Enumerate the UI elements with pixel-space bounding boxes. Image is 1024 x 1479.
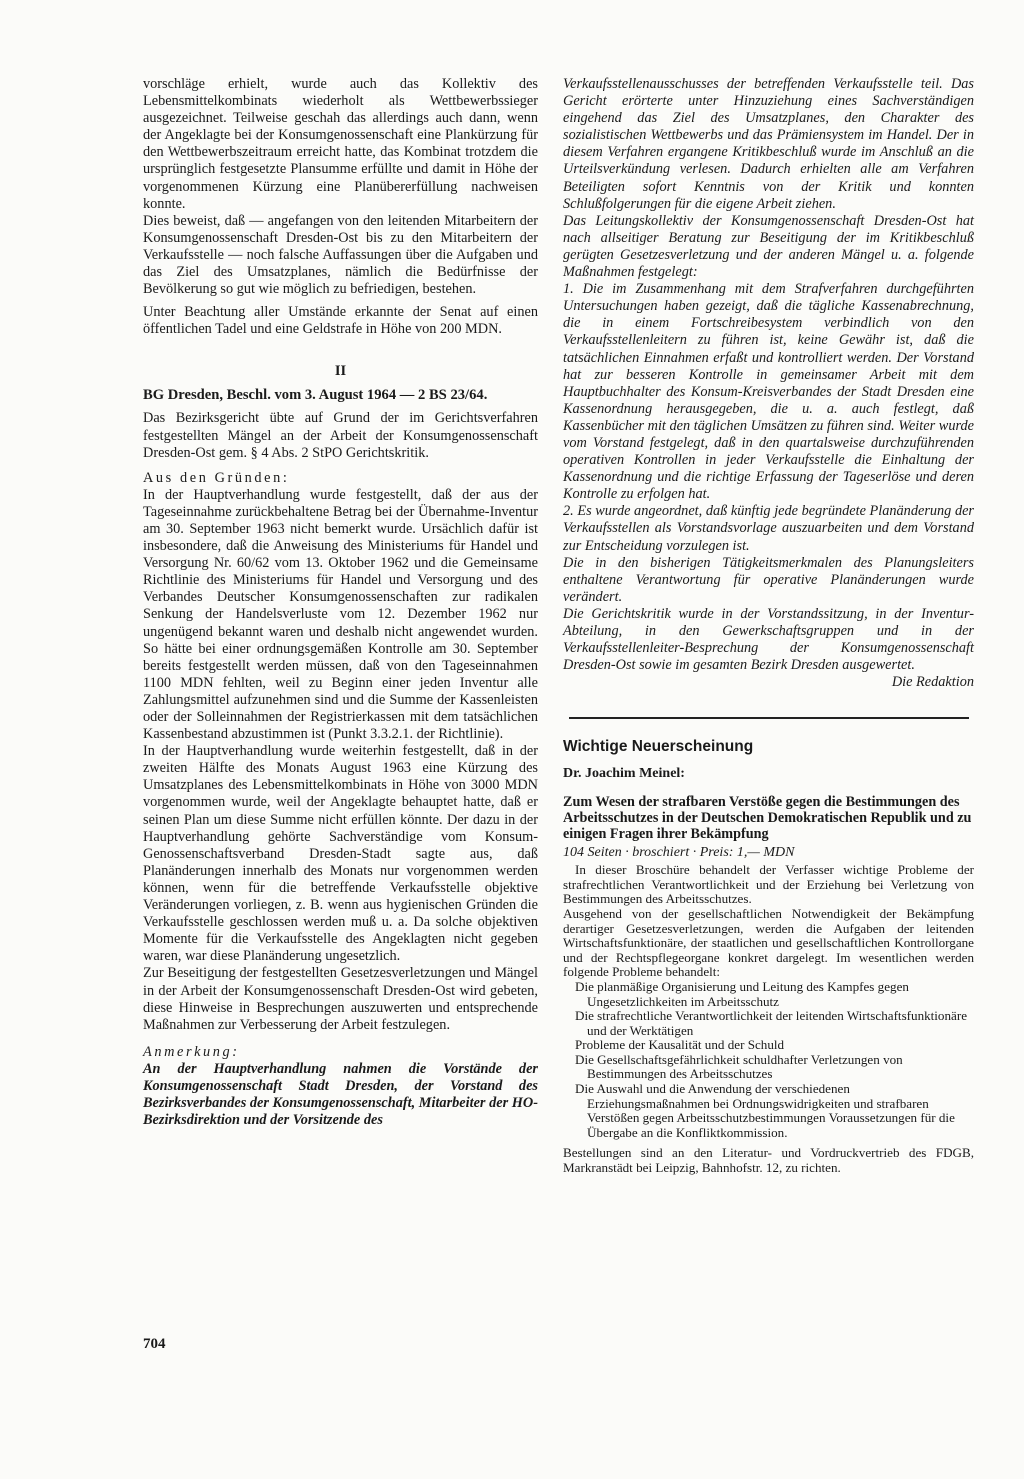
book-author: Dr. Joachim Meinel: <box>563 766 685 782</box>
divider <box>569 717 969 719</box>
section-number: II <box>334 363 347 380</box>
note-paragraph: Das Leitungskollektiv der Konsumgenossenschaft Dresden-Ost hat nach allseitiger Beratung zur Beseitigung der im Kritikbeschluß gerügten Gesetzesverletzung und der anderen Mängel u. a. folgende Maßnahmen festgelegt: <box>563 212 974 281</box>
rubric-heading: Wichtige Neuerscheinung <box>563 738 754 756</box>
note-paragraph: 1. Die im Zusammenhang mit dem Strafverfahren durchgeführten Untersuchungen haben gezeigt, daß die tägliche Kassenabrechnung, die in einem Fortschreibesystem verbindlich von den Verkaufsstellenleitern zu führen ist, keine Gewähr ist, daß die tatsächlichen Einnahmen erfaßt und kontrolliert werden. Der Vorstand hat zur besseren Kontrolle in gemeinsamer Arbeit mit dem Hauptbuchhalter des Konsum-Kreisverbandes der Stadt Dresden eine Kassenordnung herausgegeben, die u. a. auch festlegt, daß Kassenbücher mit den täglichen Umsätzen zu führen sind. Weiter wurde vom Vorstand festgelegt, daß in den quartalsweise durchzuführenden operativen Kontrollen in jeder Verkaufsstelle die Einhaltung der Kassenordnung und die richtige Erfassung der Tageserlöse und deren Kontrolle zu erfolgen hat. <box>563 281 974 503</box>
book-meta: 104 Seiten · broschiert · Preis: 1,— MDN <box>563 845 795 861</box>
note-label: Anmerkung: <box>143 1043 240 1060</box>
list-item: Probleme der Kausalität und der Schuld <box>575 1037 785 1053</box>
note-text: An der Hauptverhandlung nahmen die Vorstände der Konsumgenossenschaft Stadt Dresden, der Vorstand des Bezirksverbandes der Konsumgenossenschaft, Mitarbeiter der HO-Bezirksdirektion und der Vorsitzende des <box>143 1060 538 1129</box>
case-summary: Das Bezirksgericht übte auf Grund der im Gerichtsverfahren festgestellten Mängel an der Arbeit der Konsumgenossenschaft Dresden-Ost gem. § 4 Abs. 2 StPO Gerichtskritik. <box>143 410 538 461</box>
left-column <box>143 76 538 1129</box>
paragraph: Zur Beseitigung der festgestellten Gesetzesverletzungen und Mängel in der Arbeit der Konsumgenossenschaft Dresden-Ost wird gebeten, diese Hinweise in Besprechungen auszuwerten und entsprechende Maßnahmen zur Verbesserung der Arbeit festzulegen. <box>143 965 538 1033</box>
paragraph: In der Hauptverhandlung wurde weiterhin festgestellt, daß in der zweiten Hälfte des Monats August 1963 eine Kürzung des Umsatzplanes des Lebensmittelkombinats in Höhe von 3000 MDN vorgenommen wurde, weil der Angeklagte behauptet hatte, daß er seinen Plan um diese Summe nicht erfüllen könnte. Der dazu in der Hauptverhandlung gehörte Sachverständige vom Konsum-Genossenschaftsverband Dresden-Stadt sagte aus, daß Planänderungen innerhalb des Monats nur vorgenommen werden können, wenn für die betreffende Verkaufsstelle objektive Veränderungen vorliegen, z. B. wenn aus hygienischen Gründen die Verkaufsstelle geschlossen werden muß u. a. Da solche objektiven Momente für die Verkaufsstelle des Angeklagten nicht gegeben waren, war diese Planänderung ungesetzlich. <box>143 743 538 965</box>
paragraph: vorschläge erhielt, wurde auch das Kollektiv des Lebensmittelkombinats wiederholt als Wettbewerbssieger ausgezeichnet. Teilweise geschah das allerdings auch dann, wenn der Angeklagte bei der Konsumgenossenschaft eine Plankürzung für den Wettbewerbszeitraum erreicht hatte, das Kombinat trotzdem die ursprünglich festgesetzte Plansumme erfüllte und damit in Höhe der vorgenommenen Kürzung eine Planübererfüllung nachweisen konnte. <box>143 76 538 212</box>
paragraph: Unter Beachtung aller Umstände erkannte der Senat auf einen öffentlichen Tadel und eine Geldstrafe in Höhe von 200 MDN. <box>143 304 538 338</box>
note-paragraph: Die Gerichtskritik wurde in der Vorstandssitzung, in der Inventur-Abteilung, in den Gewerkschaftsgruppen und in der Verkaufsstellenleiter-Besprechung der Konsumgenossenschaft Dresden-Ost sowie im gesamten Bezirk Dresden ausgewertet. <box>563 605 974 674</box>
note-paragraph: Verkaufsstellenausschusses der betreffenden Verkaufsstelle teil. Das Gericht erörterte unter Hinzuziehung eines Sachverständigen eingehend das Ziel des Umsatzplanes, den Charakter des sozialistischen Wettbewerbs und das Prämiensystem im Handel. Der in diesem Verfahren ergangene Kritikbeschluß wurde im Anschluß an die Urteilsverkündung verlesen. Dadurch erhielten alle am Verfahren Beteiligten sofort Kenntnis von der Kritik und konnten Schlußfolgerungen für die eigene Arbeit ziehen. <box>563 76 974 212</box>
list-item: Die strafrechtliche Verantwortlichkeit der leitenden Wirtschaftsfunktionäre und der Werktätigen <box>575 1008 968 1038</box>
note-paragraph: Die in den bisherigen Tätigkeitsmerkmalen des Planungsleiters enthaltene Verantwortung für operative Planänderungen wurde verändert. <box>563 554 974 605</box>
editorial-sign: Die Redaktion <box>891 674 974 691</box>
list-item: Die Gesellschaftsgefährlichkeit schuldhafter Verletzungen von Bestimmungen des Arbeitsschutzes <box>575 1051 903 1082</box>
book-intro: In dieser Broschüre behandelt der Verfasser wichtige Probleme der strafrechtlichen Verantwortlichkeit und der Erziehung bei Verletzung von Bestimmungen des Arbeitsschutzes. <box>563 862 974 907</box>
page-number: 704 <box>143 1336 166 1352</box>
right-column <box>563 76 974 1176</box>
list-item: Die Auswahl und die Anwendung der verschiedenen Erziehungsmaßnahmen bei Ordnungswidrigkeiten und strafbaren Verstößen gegen Arbeitsschutzbestimmungen Voraussetzungen für die Übergabe an die Konfliktkommission. <box>575 1081 955 1140</box>
paragraph: Dies beweist, daß — angefangen von den leitenden Mitarbeitern der Konsumgenossenschaft Dresden-Ost bis zu den Mitarbeitern der Verkaufsstelle — noch falsche Auffassungen über die Aufgaben und das Ziel des Umsatzplanes, nämlich die Bedürfnisse der Bevölkerung so gut wie möglich zu befriedigen, bestehen. <box>143 212 538 298</box>
book-description <box>563 863 974 1175</box>
paragraph: In der Hauptverhandlung wurde festgestellt, daß der aus der Tageseinnahme zurückbehaltene Betrag bei der Übernahme-Inventur am 30. September 1963 nicht bemerkt wurde. Ursächlich dafür ist insbesondere, daß die Anweisung des Ministeriums für Handel und Versorgung Nr. 60/62 vom 13. Oktober 1962 und die Gemeinsame Richtlinie des Ministeriums für Handel und Versorgung und des Verbandes Deutscher Konsumgenossenschaften zur radikalen Senkung der Handelsverluste vom 12. Dezember 1962 nur ungenügend bekannt waren und deshalb nicht angewendet wurden. So hätte bei einer ordnungsgemäßen Kontrolle am 30. September bereits festgestellt werden müssen, daß von den Tageseinnahmen 1100 MDN fehlten, weil zu Beginn einer jeden Inventur alle Zahlungsmittel aufzunehmen sind und die Summe der Kassenleisten oder der Solleinnahmen der Registrierkassen mit dem tatsächlichen Kassenbestand abzustimmen ist (Punkt 3.3.2.1. der Richtlinie). <box>143 486 538 743</box>
list-item: Die planmäßige Organisierung und Leitung des Kampfes gegen Ungesetzlichkeiten im Arbeitsschutz <box>575 978 909 1009</box>
note-paragraph: 2. Es wurde angeordnet, daß künftig jede begründete Planänderung der Verkaufsstellen als Vorstandsvorlage auszuarbeiten und dem Vorstand zur Entscheidung vorzulegen ist. <box>563 503 974 554</box>
book-body: Ausgehend von der gesellschaftlichen Notwendigkeit der Bekämpfung derartiger Gesetzesverletzungen, werden die Aufgaben der leitenden Wirtschaftsfunktionäre, der staatlichen und gesellschaftlichen Kontrollorgane und der Rechtspflegeorgane konkret dargelegt. Im wesentlichen werden folgende Probleme behandelt: <box>563 905 974 980</box>
case-heading: BG Dresden, Beschl. vom 3. August 1964 — 2 BS 23/64. <box>143 387 488 404</box>
book-title: Zum Wesen der strafbaren Verstöße gegen die Bestimmungen des Arbeitsschutzes in der Deutschen Demokratischen Republik und zu einigen Fragen ihrer Bekämpfung <box>563 794 972 842</box>
problem-list <box>563 980 974 1141</box>
order-info: Bestellungen sind an den Literatur- und Vordruckvertrieb des FDGB, Markranstädt bei Leipzig, Bahnhofstr. 12, zu richten. <box>563 1145 974 1176</box>
reasons-label: Aus den Gründen: <box>143 469 290 486</box>
